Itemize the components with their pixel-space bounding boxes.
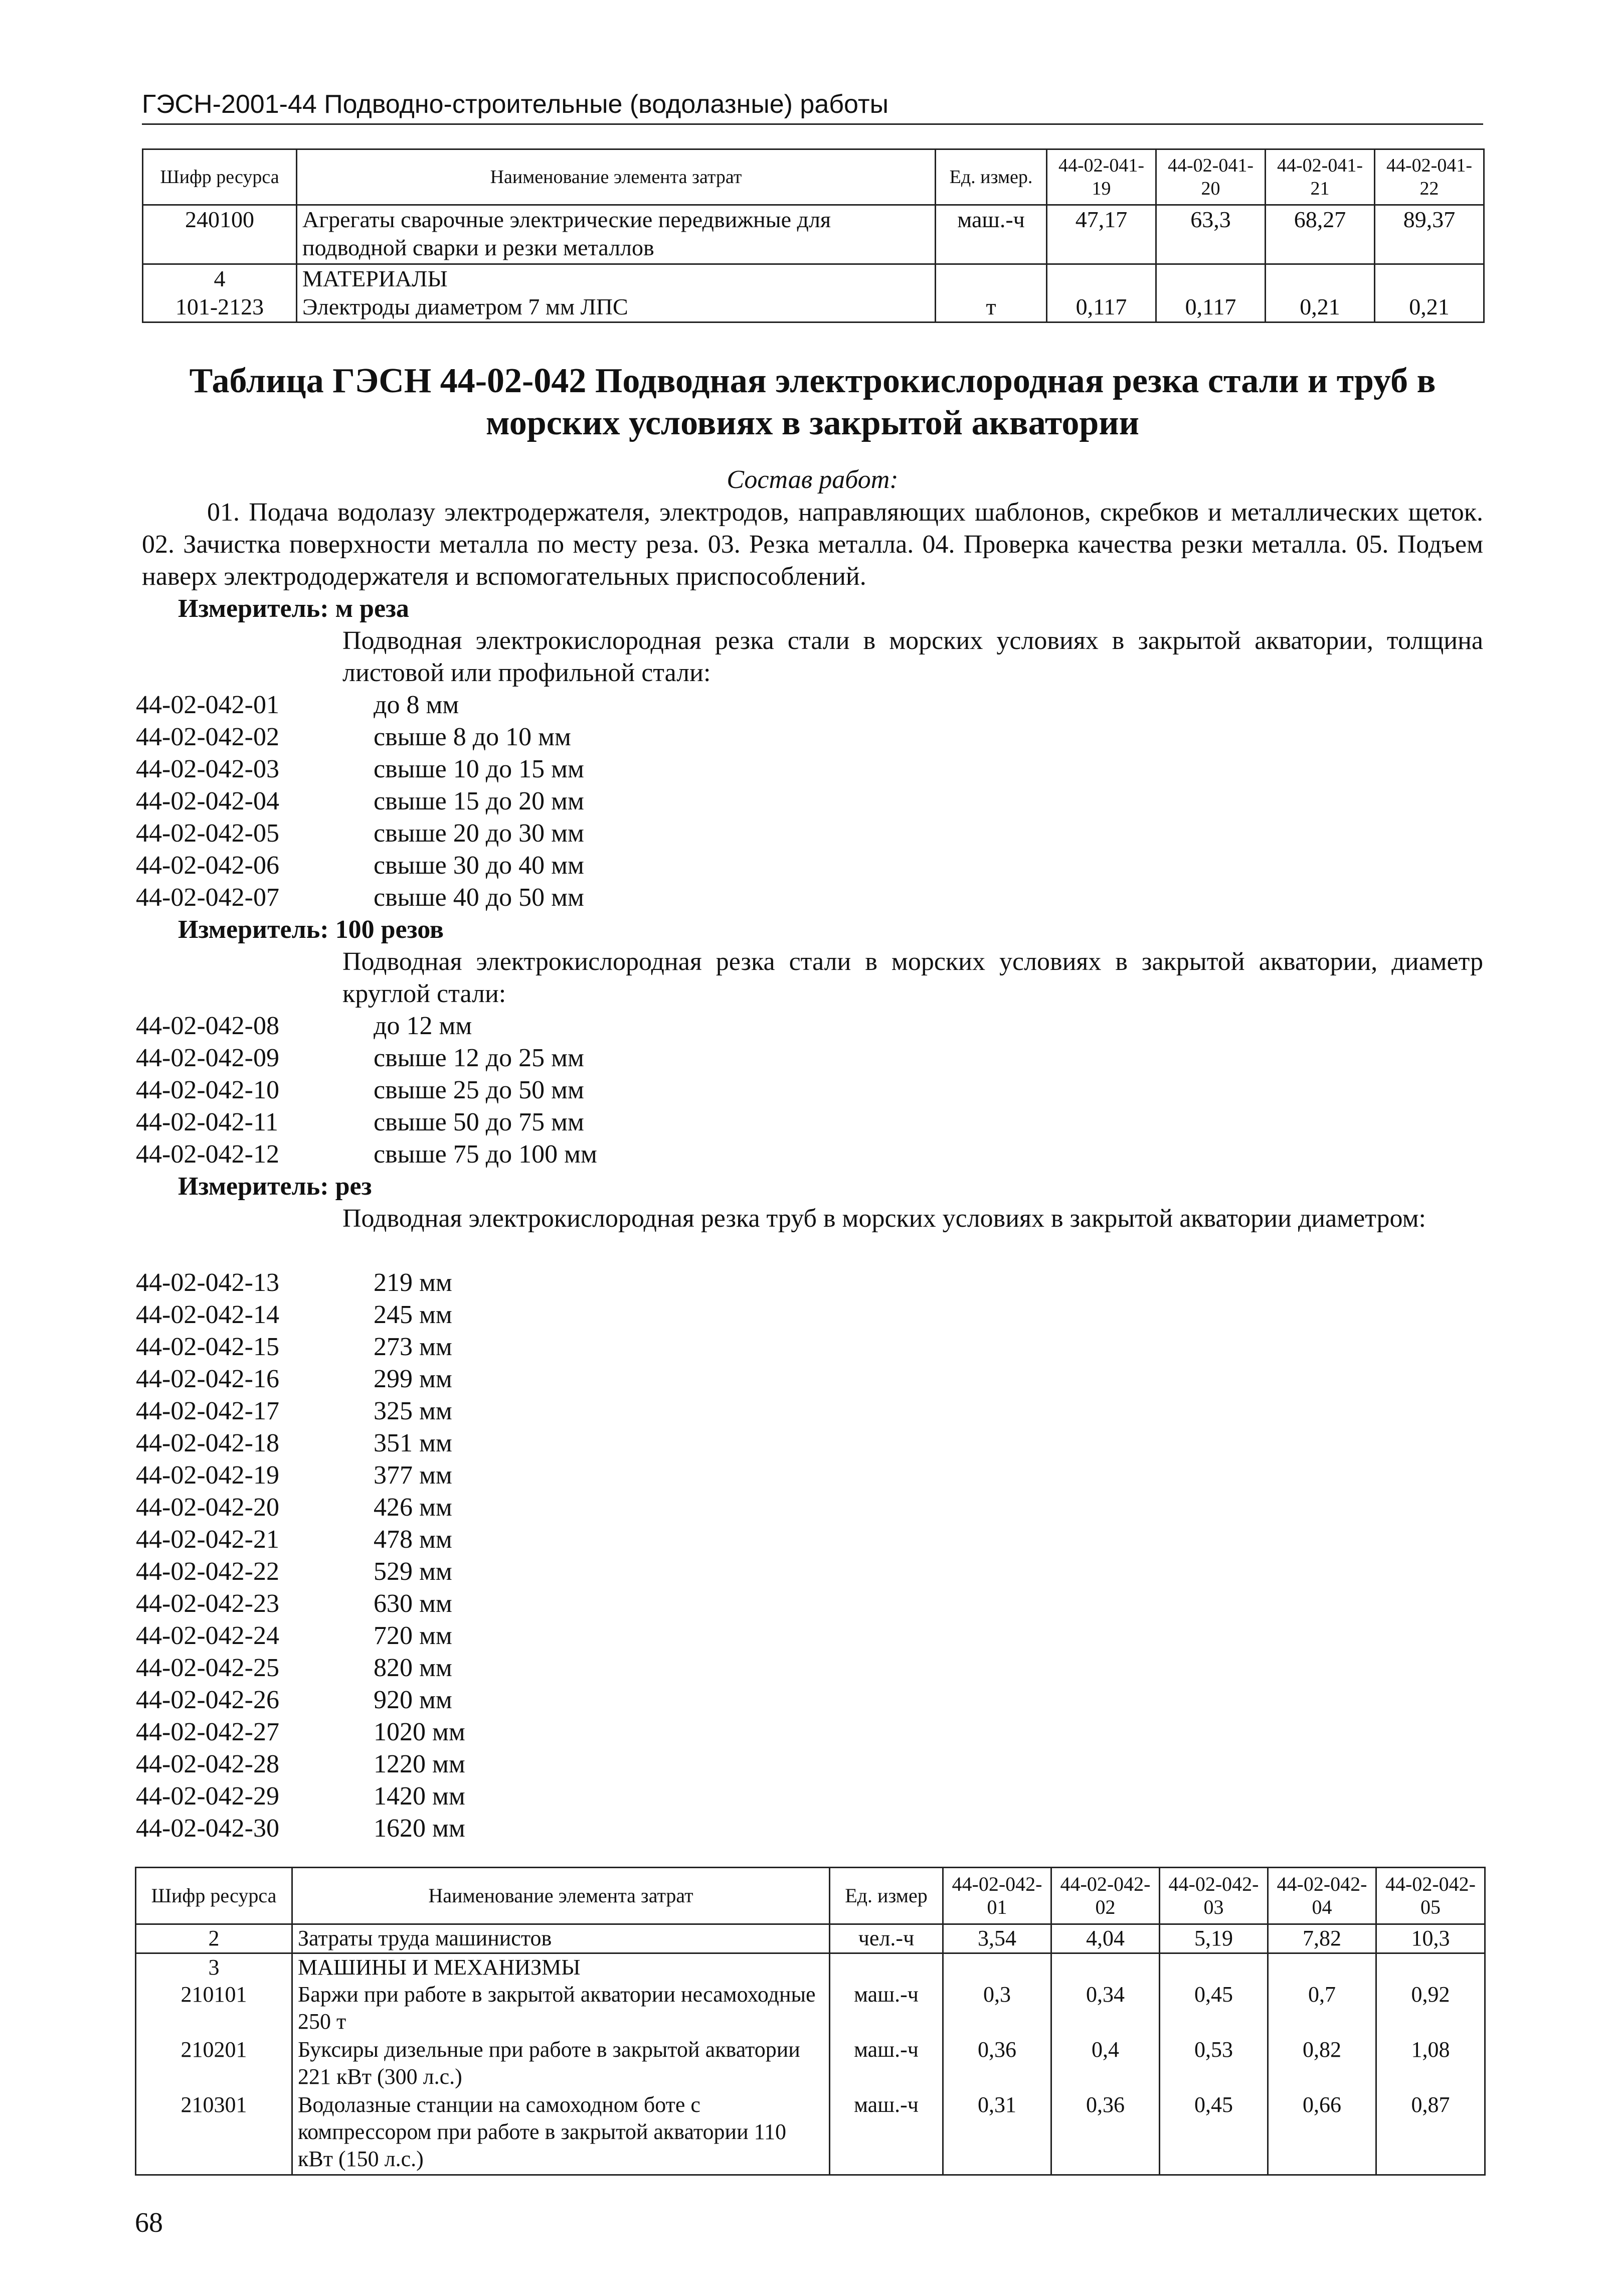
section-row: [143, 264, 1484, 293]
list-item: [136, 1138, 597, 1171]
norm-value: 0,82: [1268, 2036, 1376, 2091]
norm-value: 1,08: [1376, 2036, 1485, 2091]
norm-code: 44-02-042-22: [136, 1557, 279, 1586]
list-item: [136, 1459, 465, 1492]
table-row: [136, 1924, 1485, 1953]
running-header: ГЭСН-2001-44 Подводно-строительные (водолазные) работы: [142, 88, 1483, 125]
work-composition-label: Состав работ:: [727, 465, 899, 494]
norm-text: 426 мм: [374, 1493, 452, 1522]
list-item: [136, 1588, 465, 1620]
norm-text: 273 мм: [374, 1333, 452, 1361]
list-item: [136, 785, 584, 817]
measure-label: Измеритель:: [178, 915, 329, 944]
norm-code: 44-02-042-18: [136, 1429, 279, 1457]
norm-code: 44-02-042-03: [136, 755, 279, 783]
norm-code: 44-02-042-21: [136, 1525, 279, 1554]
resource-table-041: [142, 148, 1485, 323]
table-row: [136, 2091, 1485, 2175]
norm-value: 3,54: [943, 1924, 1051, 1953]
norm-value: 68,27: [1266, 205, 1375, 264]
norm-code: 44-02-042-27: [136, 1718, 279, 1746]
table-row: [143, 293, 1484, 322]
list-item: [136, 753, 584, 785]
norm-code: 44-02-042-12: [136, 1140, 279, 1169]
col-header-unit: Ед. измер: [830, 1868, 943, 1924]
list-item: [136, 1620, 465, 1652]
section-code: 3: [136, 1953, 292, 1982]
norm-code: 44-02-042-19: [136, 1461, 279, 1490]
norm-text: свыше 25 до 50 мм: [374, 1076, 584, 1104]
section-name: МАТЕРИАЛЫ: [297, 264, 936, 293]
list-item: [136, 817, 584, 850]
table-row: [136, 1981, 1485, 2036]
list-item: [136, 1427, 465, 1459]
col-header-norm: 44-02-041-21: [1266, 149, 1375, 205]
col-header-norm: 44-02-042-02: [1051, 1868, 1160, 1924]
measure-line: [178, 914, 444, 946]
list-item: [136, 689, 584, 721]
norm-code: 44-02-042-16: [136, 1365, 279, 1393]
norm-code: 44-02-042-28: [136, 1750, 279, 1778]
norm-code: 44-02-042-20: [136, 1493, 279, 1522]
norm-code: 44-02-042-15: [136, 1333, 279, 1361]
section-name: МАШИНЫ И МЕХАНИЗМЫ: [292, 1953, 830, 1982]
norm-text: 219 мм: [374, 1268, 452, 1297]
col-header-code: Шифр ресурса: [143, 149, 297, 205]
list-item: [136, 1010, 597, 1042]
norm-code: 44-02-042-25: [136, 1654, 279, 1682]
list-item: [136, 1299, 465, 1331]
norm-text: свыше 8 до 10 мм: [374, 723, 571, 751]
norm-text: 920 мм: [374, 1686, 452, 1714]
resource-code: 101-2123: [143, 293, 297, 322]
norm-text: 377 мм: [374, 1461, 452, 1490]
group-description: Подводная электрокислородная резка стали в морских условиях в закрытой акватории, толщина листовой или профильной стали:: [342, 626, 1483, 687]
measure-unit: м реза: [335, 594, 409, 623]
norm-text: свыше 10 до 15 мм: [374, 755, 584, 783]
resource-name: Электроды диаметром 7 мм ЛПС: [297, 293, 936, 322]
norm-text: 1420 мм: [374, 1782, 465, 1811]
list-item: [136, 1780, 465, 1813]
norm-code: 44-02-042-08: [136, 1012, 279, 1040]
col-header-norm: 44-02-042-03: [1160, 1868, 1268, 1924]
col-header-name: Наименование элемента затрат: [292, 1868, 830, 1924]
resource-unit: маш.-ч: [830, 2036, 943, 2091]
norm-code: 44-02-042-06: [136, 851, 279, 880]
norm-value: 0,66: [1268, 2091, 1376, 2175]
list-item: [136, 1492, 465, 1524]
section-row: [136, 1953, 1485, 1982]
norm-list: [136, 1267, 465, 1845]
measure-line: [178, 593, 409, 625]
list-item: [136, 1363, 465, 1395]
col-header-norm: 44-02-042-05: [1376, 1868, 1485, 1924]
col-header-norm: 44-02-041-19: [1047, 149, 1156, 205]
norm-text: 1020 мм: [374, 1718, 465, 1746]
norm-value: 0,21: [1375, 293, 1484, 322]
list-item: [136, 1748, 465, 1780]
norm-value: 63,3: [1156, 205, 1266, 264]
norm-text: свыше 75 до 100 мм: [374, 1140, 597, 1169]
measure-label: Измеритель:: [178, 1172, 329, 1201]
resource-code: 240100: [143, 205, 297, 264]
norm-code: 44-02-042-10: [136, 1076, 279, 1104]
group-description: Подводная электрокислородная резка труб в морских условиях в закрытой акватории диаметром:: [342, 1204, 1426, 1233]
norm-code: 44-02-042-26: [136, 1686, 279, 1714]
resource-code: 2: [136, 1924, 292, 1953]
norm-value: 0,4: [1051, 2036, 1160, 2091]
norm-value: 0,21: [1266, 293, 1375, 322]
norm-code: 44-02-042-01: [136, 691, 279, 719]
norm-code: 44-02-042-29: [136, 1782, 279, 1811]
list-item: [136, 1813, 465, 1845]
resource-name: Буксиры дизельные при работе в закрытой акватории 221 кВт (300 л.с.): [292, 2036, 830, 2091]
norm-value: 89,37: [1375, 205, 1484, 264]
norm-text: свыше 40 до 50 мм: [374, 883, 584, 912]
norm-text: 325 мм: [374, 1397, 452, 1425]
list-item: [136, 1331, 465, 1363]
list-item: [136, 1684, 465, 1716]
norm-code: 44-02-042-30: [136, 1814, 279, 1843]
resource-code: 210101: [136, 1981, 292, 2036]
resource-unit: маш.-ч: [830, 2091, 943, 2175]
table-row: [136, 2036, 1485, 2091]
list-item: [136, 1395, 465, 1427]
norm-value: 0,53: [1160, 2036, 1268, 2091]
norm-value: 47,17: [1047, 205, 1156, 264]
measure-unit: 100 резов: [335, 915, 444, 944]
norm-value: 5,19: [1160, 1924, 1268, 1953]
norm-value: 0,45: [1160, 1981, 1268, 2036]
norm-list: [136, 689, 584, 914]
norm-text: 245 мм: [374, 1300, 452, 1329]
norm-text: 299 мм: [374, 1365, 452, 1393]
list-item: [136, 1524, 465, 1556]
norm-text: до 12 мм: [374, 1012, 472, 1040]
col-header-norm: 44-02-042-04: [1268, 1868, 1376, 1924]
norm-list: [136, 1010, 597, 1171]
norm-text: 351 мм: [374, 1429, 452, 1457]
norm-text: до 8 мм: [374, 691, 459, 719]
resource-name: Баржи при работе в закрытой акватории несамоходные 250 т: [292, 1981, 830, 2036]
col-header-code: Шифр ресурса: [136, 1868, 292, 1924]
measure-label: Измеритель:: [178, 594, 329, 623]
group-description: Подводная электрокислородная резка стали в морских условиях в закрытой акватории, диаметр круглой стали:: [342, 947, 1483, 1008]
list-item: [136, 1074, 597, 1106]
work-composition-text: 01. Подача водолазу электродержателя, электродов, направляющих шаблонов, скребков и металлических щеток. 02. Зачистка поверхности металла по месту реза. 03. Резка металла. 04. Проверка качества резки металла. 05. Подъем наверх электрододержателя и вспомогательных приспособлений.: [142, 498, 1483, 591]
norm-value: 0,3: [943, 1981, 1051, 2036]
norm-code: 44-02-042-11: [136, 1108, 279, 1136]
norm-text: 1620 мм: [374, 1814, 465, 1843]
norm-text: 478 мм: [374, 1525, 452, 1554]
norm-value: 0,36: [1051, 2091, 1160, 2175]
list-item: [136, 882, 584, 914]
norm-text: 820 мм: [374, 1654, 452, 1682]
col-header-norm: 44-02-041-20: [1156, 149, 1266, 205]
norm-code: 44-02-042-02: [136, 723, 279, 751]
norm-code: 44-02-042-05: [136, 819, 279, 848]
norm-value: 0,92: [1376, 1981, 1485, 2036]
norm-code: 44-02-042-07: [136, 883, 279, 912]
list-item: [136, 721, 584, 753]
list-item: [136, 1042, 597, 1074]
norm-text: 630 мм: [374, 1589, 452, 1618]
norm-value: 0,117: [1156, 293, 1266, 322]
norm-text: 1220 мм: [374, 1750, 465, 1778]
norm-value: 0,7: [1268, 1981, 1376, 2036]
norm-text: свыше 15 до 20 мм: [374, 787, 584, 815]
resource-code: 210301: [136, 2091, 292, 2175]
norm-code: 44-02-042-24: [136, 1621, 279, 1650]
norm-value: 0,31: [943, 2091, 1051, 2175]
resource-table-042: [135, 1867, 1486, 2176]
norm-value: 10,3: [1376, 1924, 1485, 1953]
norm-code: 44-02-042-13: [136, 1268, 279, 1297]
list-item: [136, 1106, 597, 1138]
resource-unit: чел.-ч: [830, 1924, 943, 1953]
norm-value: 4,04: [1051, 1924, 1160, 1953]
list-item: [136, 1267, 465, 1299]
resource-unit: маш.-ч: [830, 1981, 943, 2036]
resource-unit: маш.-ч: [936, 205, 1047, 264]
measure-line: [178, 1171, 372, 1203]
table-header-row: [136, 1868, 1485, 1924]
resource-name: Агрегаты сварочные электрические передвижные для подводной сварки и резки металлов: [297, 205, 936, 264]
norm-code: 44-02-042-14: [136, 1300, 279, 1329]
list-item: [136, 1652, 465, 1684]
norm-value: 0,34: [1051, 1981, 1160, 2036]
col-header-unit: Ед. измер.: [936, 149, 1047, 205]
norm-code: 44-02-042-04: [136, 787, 279, 815]
norm-text: свыше 30 до 40 мм: [374, 851, 584, 880]
table-header-row: [143, 149, 1484, 205]
page-number: 68: [135, 2207, 163, 2238]
section-title: Таблица ГЭСН 44-02-042 Подводная электрокислородная резка стали и труб в морских условиях в закрытой акватории: [189, 362, 1436, 442]
resource-name: Водолазные станции на самоходном боте с компрессором при работе в закрытой акватории 110 кВт (150 л.с.): [292, 2091, 830, 2175]
list-item: [136, 850, 584, 882]
resource-code: 210201: [136, 2036, 292, 2091]
norm-value: 7,82: [1268, 1924, 1376, 1953]
norm-code: 44-02-042-09: [136, 1044, 279, 1072]
col-header-name: Наименование элемента затрат: [297, 149, 936, 205]
section-code: 4: [143, 264, 297, 293]
list-item: [136, 1556, 465, 1588]
norm-text: свыше 20 до 30 мм: [374, 819, 584, 848]
norm-value: 0,36: [943, 2036, 1051, 2091]
resource-unit: т: [936, 293, 1047, 322]
norm-text: 720 мм: [374, 1621, 452, 1650]
col-header-norm: 44-02-042-01: [943, 1868, 1051, 1924]
norm-text: 529 мм: [374, 1557, 452, 1586]
norm-value: 0,87: [1376, 2091, 1485, 2175]
table-row: [143, 205, 1484, 264]
list-item: [136, 1716, 465, 1748]
col-header-norm: 44-02-041-22: [1375, 149, 1484, 205]
measure-unit: рез: [335, 1172, 372, 1201]
norm-value: 0,45: [1160, 2091, 1268, 2175]
norm-code: 44-02-042-23: [136, 1589, 279, 1618]
norm-text: свыше 12 до 25 мм: [374, 1044, 584, 1072]
resource-name: Затраты труда машинистов: [292, 1924, 830, 1953]
norm-text: свыше 50 до 75 мм: [374, 1108, 584, 1136]
norm-value: 0,117: [1047, 293, 1156, 322]
norm-code: 44-02-042-17: [136, 1397, 279, 1425]
